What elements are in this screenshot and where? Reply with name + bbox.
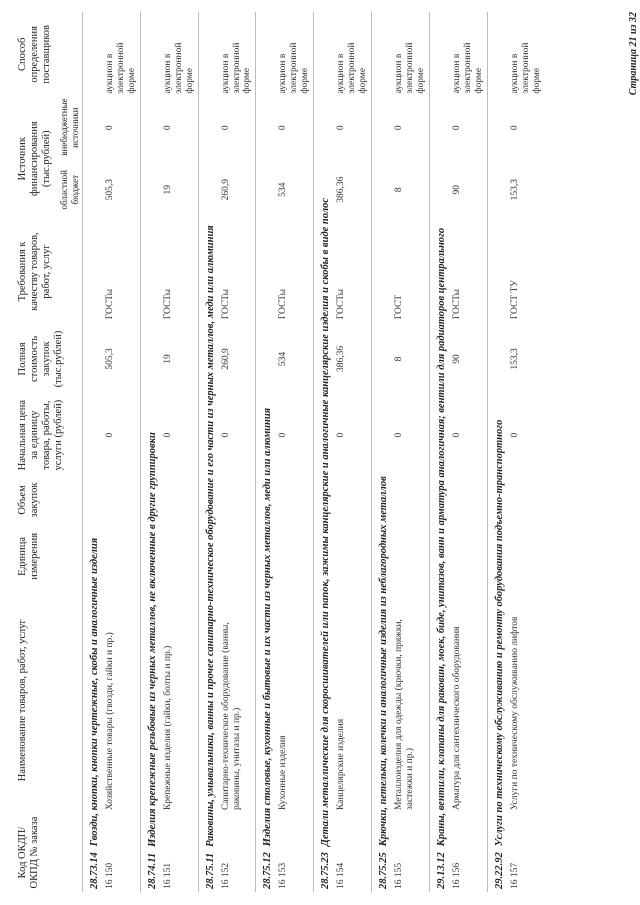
item-regional-budget: 8 [394,187,405,193]
item-total: 90 [451,354,462,364]
group-title: Изделия столовые, кухонные и бытовые и их части из черных металлов, меди или алюминия [262,407,274,847]
item-volume [508,475,545,526]
group-code: 29.13.12 [435,852,447,889]
table-row [334,12,371,892]
item-volume [161,475,198,526]
table-row [450,12,487,892]
header-row [15,12,55,892]
item-regional-budget: 90 [451,184,462,195]
item-total: 8 [394,356,405,362]
item-name: Арматура для сантехнического оборудования [451,626,462,811]
item-requirements: ГОСТы [278,289,289,320]
item-volume [276,475,313,526]
item-regional-budget: 260,9 [220,179,231,201]
header-name: Наименование товаров, работ, услуг [17,619,28,782]
header-financing-external: внебюджетные источники [59,98,80,156]
item-method: аукцион в электронной форме [278,42,311,94]
item-volume [219,475,256,526]
order-number: 16 157 [509,862,520,889]
order-number: 16 154 [336,862,347,889]
group-title: Изделия крепежные резьбовые из черных металлов, не включенные в другие группировки [146,432,158,847]
order-number: 16 150 [104,862,115,889]
item-unit [508,525,545,587]
group-title: Раковины, умывальники, ванны и прочее санитарно-техническое оборудование и его части из черных металлов, меди или алюминия [204,225,216,847]
group-row [198,12,219,892]
header-financing: Источник финансирования (тыс.рублей) [17,121,53,197]
item-method: аукцион в электронной форме [162,42,195,94]
item-total: 534 [278,351,289,367]
item-external-sources: 0 [220,125,231,131]
group-row [314,12,335,892]
procurement-table [15,12,545,892]
group-row [82,12,103,892]
table-row [276,12,313,892]
header-code: Код ОКДП/ ОКПД № заказа [17,816,41,889]
group-code: 28.75.23 [320,852,332,889]
item-regional-budget: 505,3 [104,179,115,201]
item-requirements: ГОСТы [336,289,347,320]
item-price: 0 [104,432,115,438]
header-volume: Объем закупок [17,482,41,518]
header-price: Начальная цена за единицу товара, работы, услуги (рублей) [17,399,65,471]
item-external-sources: 0 [451,125,462,131]
item-requirements: ГОСТы [220,289,231,320]
table-body [82,12,544,892]
item-unit [450,525,487,587]
item-method: аукцион в электронной форме [394,42,426,94]
item-name: Хозяйственные товары (гвозди, гайки и пр.) [104,632,115,811]
header-unit: Единица измерения [17,532,41,580]
group-code: 28.74.11 [146,852,158,889]
group-code: 28.75.25 [378,852,390,889]
item-name: Кухонные изделия [278,735,289,811]
group-row [429,12,450,892]
item-total: 19 [162,354,173,364]
item-total: 505,3 [104,348,115,370]
group-code: 28.75.12 [262,852,274,889]
item-name: Санитарно-техническое оборудование (ванны, раковины, унитазы и пр.) [220,622,242,811]
item-requirements: ГОСТы [104,289,115,320]
item-external-sources: 0 [278,125,289,131]
item-external-sources: 0 [509,125,520,131]
item-requirements: ГОСТы [162,289,173,320]
order-number: 16 156 [451,862,462,889]
item-unit [276,525,313,587]
header-method: Способ определения поставщиков [17,25,53,84]
item-method: аукцион в электронной форме [451,42,484,94]
order-number: 16 152 [220,862,231,889]
item-unit [392,525,429,587]
page-number: Страница 21 из 32 [628,12,639,96]
item-unit [334,525,371,587]
group-code: 29.22.92 [493,852,505,889]
group-title: Детали металлические для скоросшивателей или папок, зажимы канцелярские и аналогичные канцелярские изделия и скобы в виде полос [320,197,332,847]
order-number: 16 151 [162,862,173,889]
item-unit [219,525,256,587]
item-name: Крепежные изделия (гайки, болты и пр.) [162,645,173,811]
rotated-table-sheet [15,12,639,892]
item-price: 0 [220,432,231,438]
item-external-sources: 0 [336,125,347,131]
item-price: 0 [278,432,289,438]
group-code: 28.75.11 [204,852,216,889]
item-external-sources: 0 [104,125,115,131]
group-code: 28.73.14 [88,852,100,889]
item-external-sources: 0 [394,125,405,131]
group-title: Краны, вентили, клапаны для раковин, моек, биде, унитазов, ванн и арматура аналогичная; вентили для радиаторов центрального [435,227,447,847]
item-volume [103,475,140,526]
item-price: 0 [394,432,405,438]
group-row [140,12,161,892]
item-name: Услуги по техническому обслуживанию лифтов [509,616,520,811]
item-name: Канцелярские изделия [336,718,347,811]
item-unit [161,525,198,587]
item-price: 0 [509,432,520,438]
item-volume [392,475,429,526]
group-row [372,12,393,892]
group-title: Гвозди, кнопки, кнопки чертежные, скобы и аналогичные изделия [88,537,100,847]
item-volume [334,475,371,526]
item-method: аукцион в электронной форме [509,42,542,94]
item-total: 386,36 [336,345,347,373]
item-total: 153,3 [509,348,520,370]
group-title: Услуги по техническому обслуживанию и ремонту оборудования подъемно-транспортного [493,419,505,847]
group-title: Крючки, петельки, колечки и аналогичные изделия из неблагородных металлов [378,476,390,847]
table-row [103,12,140,892]
item-method: аукцион в электронной форме [220,42,253,94]
item-requirements: ГОСТы [451,289,462,320]
item-price: 0 [336,432,347,438]
group-row [487,12,508,892]
item-method: аукцион в электронной форме [104,42,137,94]
table-row [392,12,429,892]
item-total: 260,9 [220,348,231,370]
item-price: 0 [451,432,462,438]
header-financing-regional: областной бюджет [59,170,80,210]
group-row [256,12,277,892]
item-method: аукцион в электронной форме [336,42,369,94]
order-number: 16 155 [394,862,405,889]
item-price: 0 [162,432,173,438]
table-row [219,12,256,892]
item-regional-budget: 153,3 [509,179,520,201]
table-row [161,12,198,892]
item-regional-budget: 534 [278,182,289,197]
item-volume [450,475,487,526]
header-total: Полная стоимость закупок (тыс.рублей) [17,330,65,388]
item-regional-budget: 386,36 [336,176,347,203]
item-requirements: ГОСТ [394,294,405,320]
order-number: 16 153 [278,862,289,889]
item-name: Металлоизделия для одежды (крючки, пряжки, застежки и пр.) [394,619,415,811]
header-requirements: Требования к качеству товаров, работ, услуг [17,232,53,311]
item-requirements: ГОСТ ТУ [509,280,520,320]
item-regional-budget: 19 [162,184,173,195]
table-row [508,12,545,892]
item-unit [103,525,140,587]
item-external-sources: 0 [162,125,173,131]
